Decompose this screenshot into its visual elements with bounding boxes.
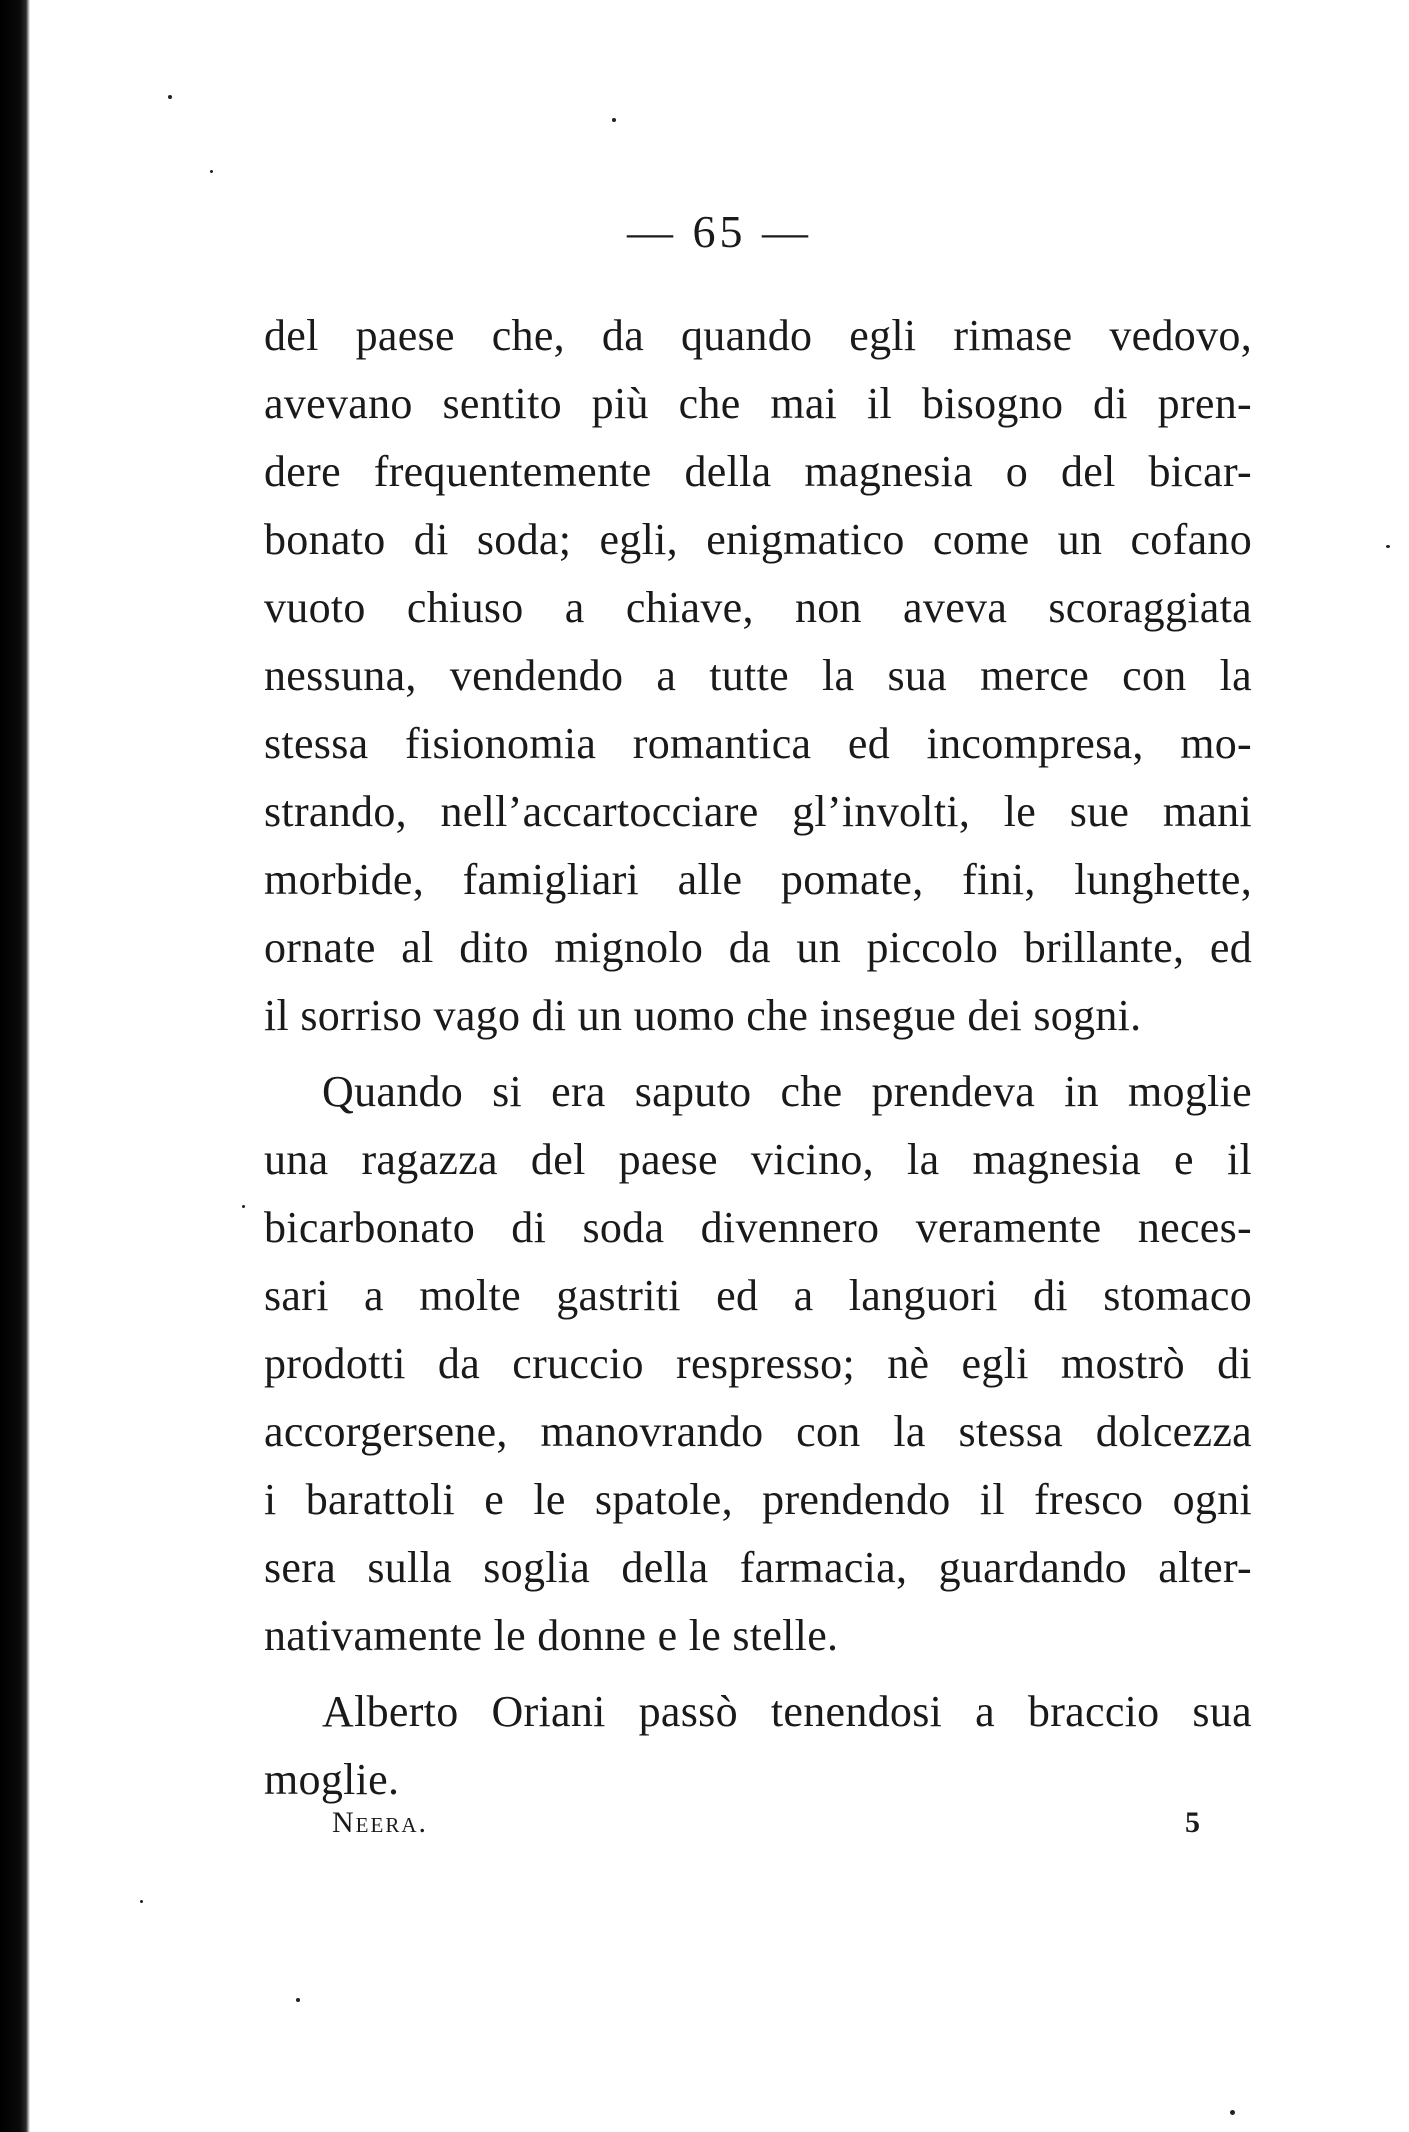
- text-line: Alberto Oriani passò tenendosi a braccio sua: [322, 1687, 1252, 1736]
- paragraph: [264, 1058, 1252, 1670]
- text-line: del paese che, da quando egli rimase vedovo,: [264, 311, 1252, 360]
- text-line: morbide, famigliari alle pomate, fini, lunghette,: [264, 855, 1252, 904]
- scan-speck: [1386, 545, 1390, 548]
- page-number: — 65 —: [627, 206, 812, 257]
- scan-speck: [296, 1998, 300, 2002]
- footer-signature-mark: 5: [1185, 1806, 1200, 1839]
- text-line: il sorriso vago di un uomo che insegue dei sogni.: [264, 991, 1142, 1040]
- text-line: Quando si era saputo che prendeva in moglie: [322, 1067, 1252, 1116]
- text-line: strando, nell’accartocciare gl’involti, le sue mani: [264, 787, 1252, 836]
- body-text: [264, 302, 1252, 1814]
- text-line: ornate al dito mignolo da un piccolo brillante, ed: [264, 923, 1252, 972]
- text-line: moglie.: [264, 1755, 400, 1804]
- text-line: avevano sentito più che mai il bisogno di pren-: [264, 379, 1252, 428]
- text-line: accorgersene, manovrando con la stessa dolcezza: [264, 1407, 1252, 1456]
- scan-speck: [612, 118, 616, 122]
- scan-speck: [242, 1205, 245, 1208]
- text-line: nativamente le donne e le stelle.: [264, 1611, 839, 1660]
- text-line: dere frequentemente della magnesia o del bicar-: [264, 447, 1252, 496]
- text-line: bicarbonato di soda divennero veramente neces-: [264, 1203, 1252, 1252]
- text-line: stessa fisionomia romantica ed incompresa, mo-: [264, 719, 1252, 768]
- paragraph: [264, 1678, 1252, 1814]
- scan-speck: [140, 1900, 143, 1903]
- text-line: bonato di soda; egli, enigmatico come un cofano: [264, 515, 1252, 564]
- footer-author: Neera.: [332, 1806, 428, 1839]
- scan-speck: [168, 95, 172, 99]
- page-footer: [300, 1806, 1200, 1846]
- text-line: nessuna, vendendo a tutte la sua merce con la: [264, 651, 1252, 700]
- book-spine-edge: [0, 0, 30, 2132]
- scan-speck: [1230, 2110, 1235, 2115]
- text-line: sari a molte gastriti ed a languori di stomaco: [264, 1271, 1252, 1320]
- text-line: prodotti da cruccio respresso; nè egli mostrò di: [264, 1339, 1252, 1388]
- text-line: i barattoli e le spatole, prendendo il fresco ogni: [264, 1475, 1252, 1524]
- text-line: sera sulla soglia della farmacia, guardando alter-: [264, 1543, 1252, 1592]
- text-line: una ragazza del paese vicino, la magnesia e il: [264, 1135, 1252, 1184]
- paragraph: [264, 302, 1252, 1050]
- text-line: vuoto chiuso a chiave, non aveva scoraggiata: [264, 583, 1252, 632]
- scan-speck: [210, 170, 213, 173]
